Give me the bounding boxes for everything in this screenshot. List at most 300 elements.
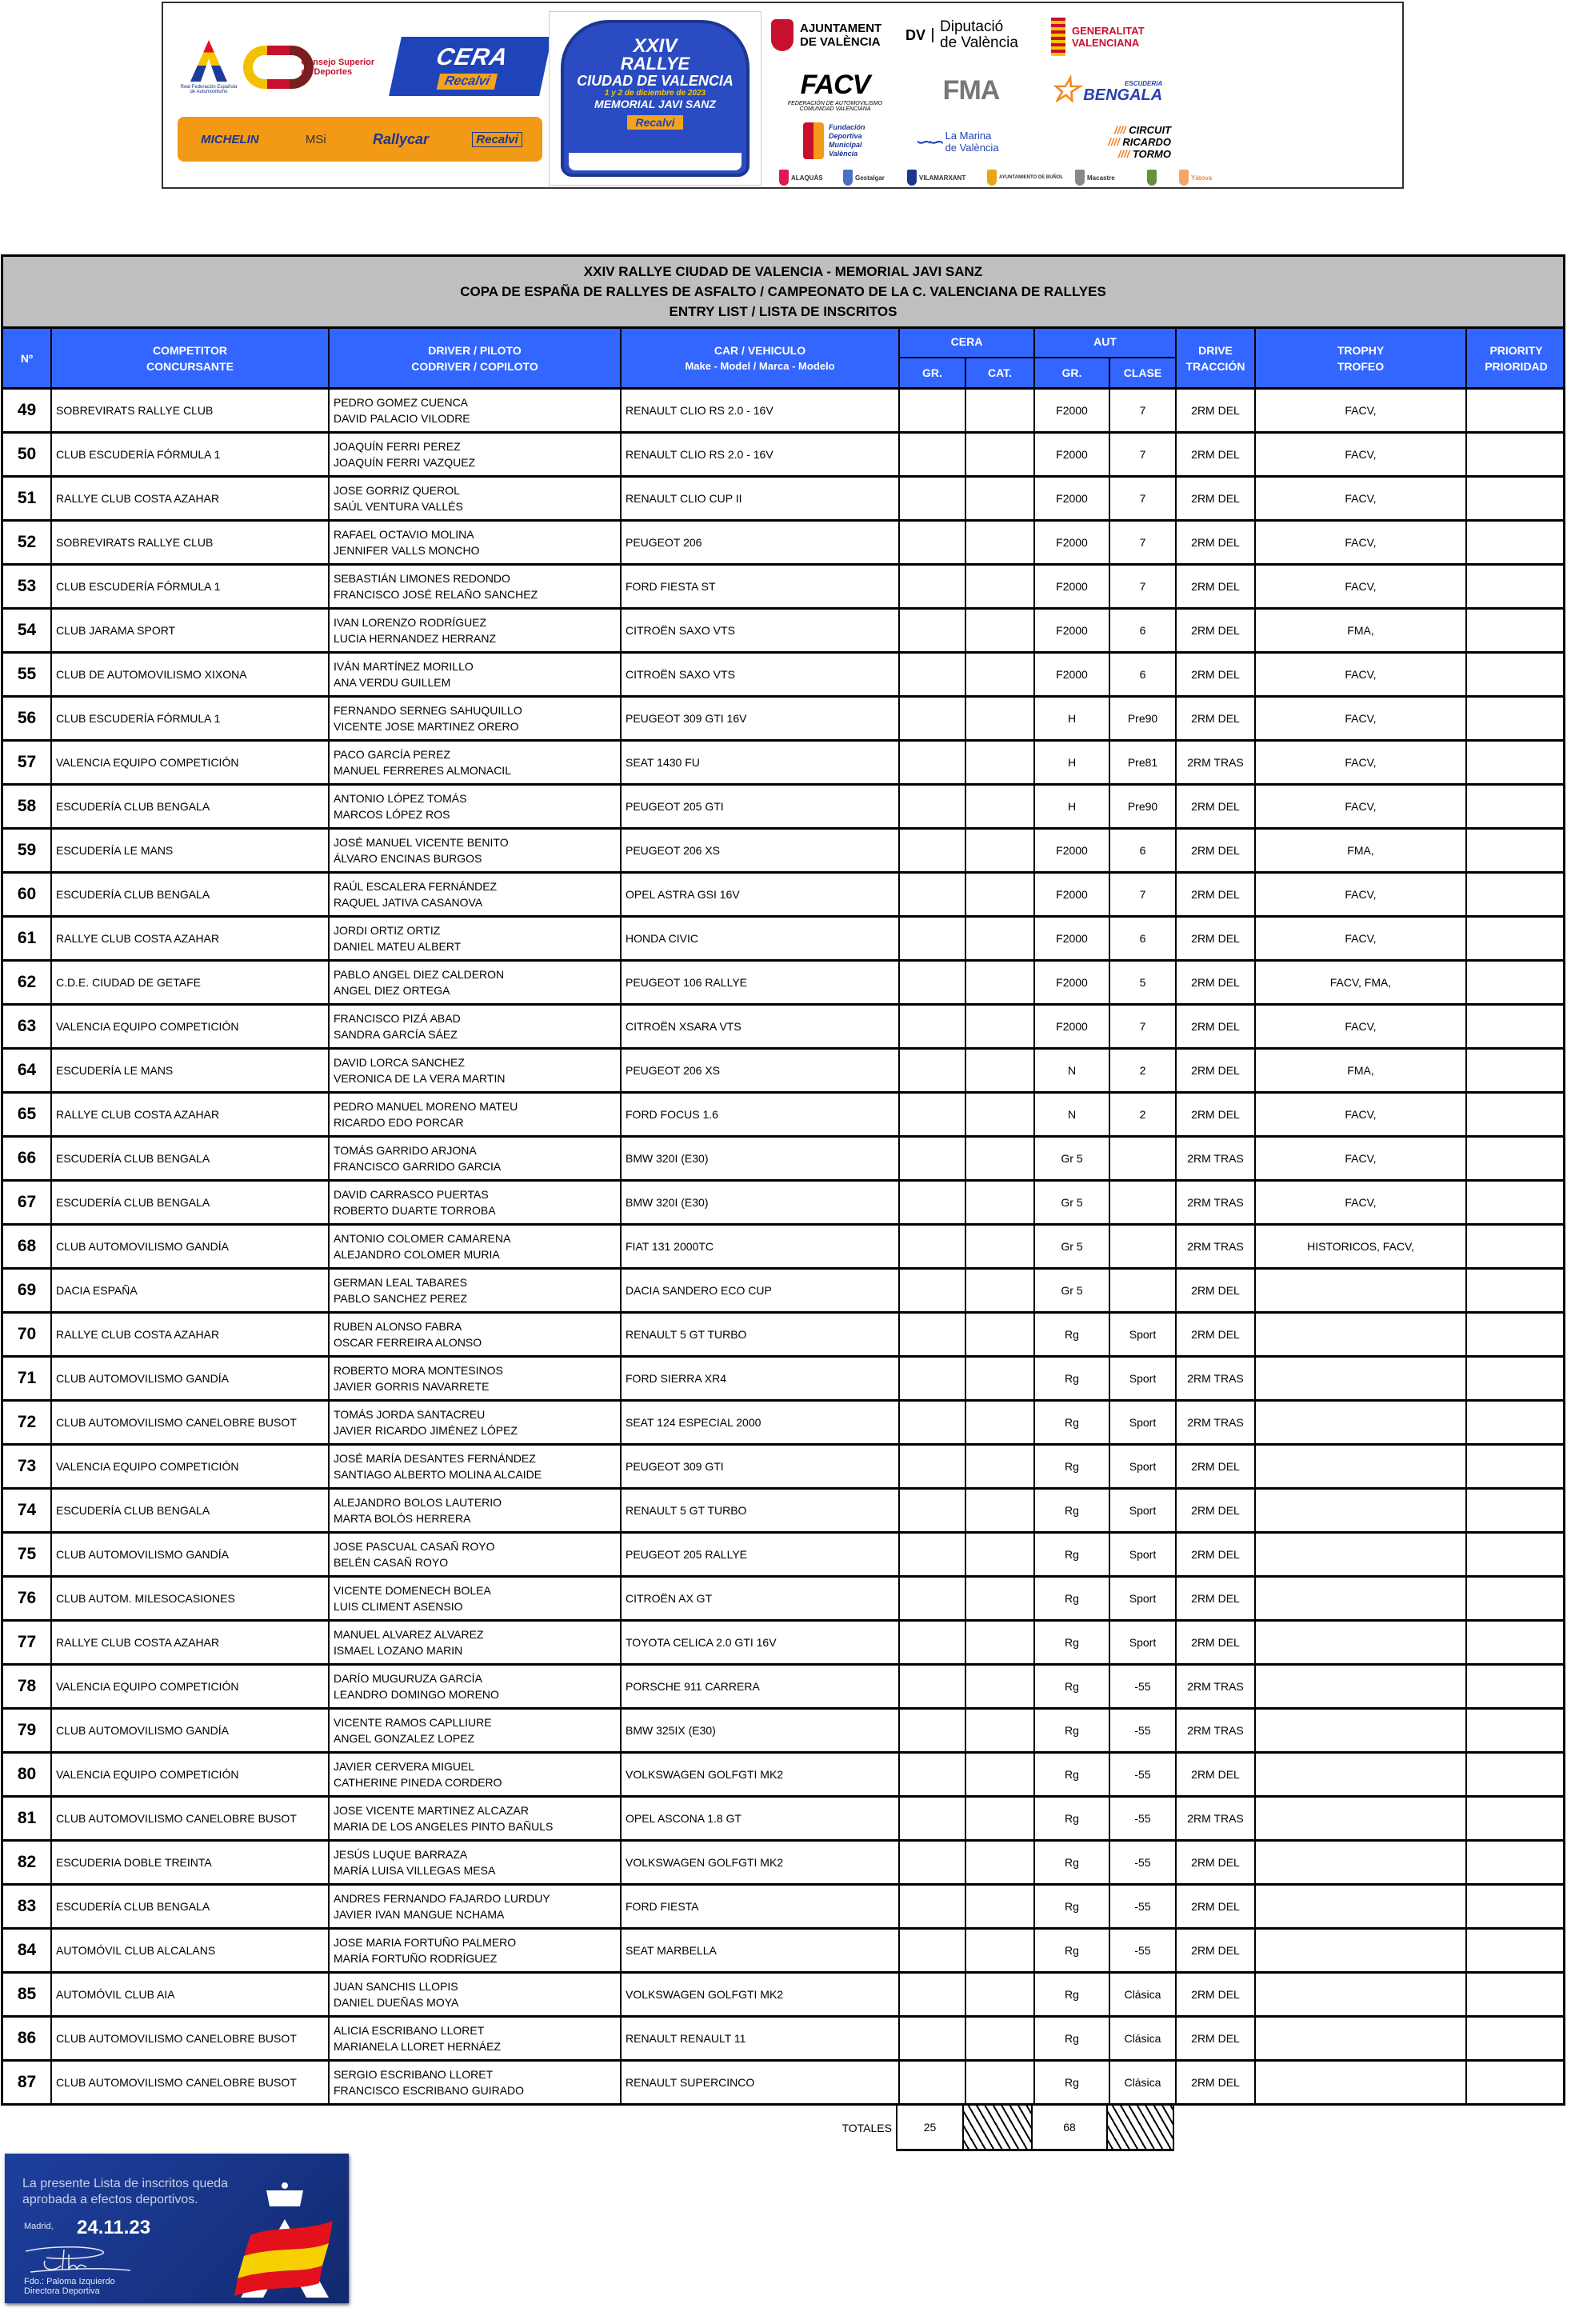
rfea-crown-logo-icon — [233, 2179, 337, 2299]
entry-number: 60 — [3, 874, 52, 915]
entry-aut-clase: Sport — [1110, 1446, 1177, 1487]
plate-sponsor: Recalvi — [627, 115, 682, 130]
entry-aut-clase: -55 — [1110, 1798, 1177, 1839]
entry-drive: 2RM TRAS — [1177, 1402, 1256, 1443]
entry-driver: JOAQUÍN FERRI PEREZ — [334, 440, 461, 453]
table-row — [3, 390, 1563, 434]
entry-number: 67 — [3, 1182, 52, 1223]
entry-number: 62 — [3, 962, 52, 1003]
entry-number: 86 — [3, 2018, 52, 2059]
entry-driver: ANTONIO LÓPEZ TOMÁS — [334, 792, 467, 805]
entry-cera-gr — [900, 1226, 966, 1267]
entry-priority — [1467, 1270, 1563, 1311]
entry-competitor: ESCUDERÍA LE MANS — [52, 830, 330, 871]
entry-competitor: ESCUDERÍA CLUB BENGALA — [52, 1138, 330, 1179]
entry-number: 87 — [3, 2062, 52, 2103]
entry-crew — [330, 566, 622, 607]
entry-drive: 2RM DEL — [1177, 1930, 1256, 1971]
entry-aut-gr: F2000 — [1035, 522, 1110, 563]
entry-trophy: FACV, FMA, — [1256, 962, 1467, 1003]
table-row — [3, 522, 1563, 566]
entry-crew — [330, 390, 622, 431]
entry-crew — [330, 1534, 622, 1575]
entry-priority — [1467, 1050, 1563, 1091]
entry-drive: 2RM TRAS — [1177, 1666, 1256, 1707]
fdm-line1: Fundación — [829, 123, 865, 131]
entry-car: PEUGEOT 309 GTI 16V — [622, 698, 900, 739]
entry-cera-gr — [900, 1798, 966, 1839]
entry-car: CITROËN SAXO VTS — [622, 610, 900, 651]
table-row — [3, 566, 1563, 610]
entry-aut-clase: Pre90 — [1110, 698, 1177, 739]
entry-competitor: C.D.E. CIUDAD DE GETAFE — [52, 962, 330, 1003]
entry-number: 59 — [3, 830, 52, 871]
entry-aut-gr: Rg — [1035, 1446, 1110, 1487]
col-header-trophy: TROPHY TROFEO — [1256, 329, 1467, 387]
entry-drive: 2RM DEL — [1177, 1842, 1256, 1883]
table-row — [3, 918, 1563, 962]
entry-trophy — [1256, 1974, 1467, 2015]
entry-crew — [330, 434, 622, 475]
entry-crew — [330, 2062, 622, 2103]
entry-cera-gr — [900, 1534, 966, 1575]
entry-aut-clase: Sport — [1110, 1534, 1177, 1575]
entry-competitor: ESCUDERÍA CLUB BENGALA — [52, 786, 330, 827]
totals-aut-gr: 68 — [1033, 2106, 1108, 2151]
entry-number: 64 — [3, 1050, 52, 1091]
entry-priority — [1467, 1094, 1563, 1135]
table-title-block — [1, 254, 1565, 329]
table-row — [3, 1314, 1563, 1358]
entry-priority — [1467, 1314, 1563, 1355]
ajuntament-crest-icon — [771, 19, 793, 51]
entry-car: RENAULT 5 GT TURBO — [622, 1314, 900, 1355]
entry-car: PEUGEOT 309 GTI — [622, 1446, 900, 1487]
entry-priority — [1467, 1402, 1563, 1443]
entry-drive: 2RM DEL — [1177, 1050, 1256, 1091]
entry-crew — [330, 2018, 622, 2059]
entry-number: 66 — [3, 1138, 52, 1179]
entry-aut-clase: Clásica — [1110, 1974, 1177, 2015]
entry-driver: VICENTE RAMOS CAPLLIURE — [334, 1716, 492, 1729]
entry-crew — [330, 1842, 622, 1883]
entry-aut-clase — [1110, 1270, 1177, 1311]
circuit-line2: //// RICARDO — [1108, 136, 1171, 148]
entry-cera-cat — [966, 918, 1035, 959]
entry-trophy: FACV, — [1256, 478, 1467, 519]
bengala-escuderia: ESCUDERIA — [1125, 80, 1163, 87]
table-row — [3, 1622, 1563, 1666]
entry-cera-gr — [900, 1270, 966, 1311]
entry-trophy — [1256, 1358, 1467, 1399]
entry-codriver: MARÍA FORTUÑO RODRÍGUEZ — [334, 1952, 498, 1965]
entry-drive: 2RM DEL — [1177, 962, 1256, 1003]
entry-cera-cat — [966, 1094, 1035, 1135]
entry-cera-cat — [966, 1226, 1035, 1267]
entry-cera-gr — [900, 1094, 966, 1135]
entry-drive: 2RM TRAS — [1177, 1226, 1256, 1267]
entry-priority — [1467, 2018, 1563, 2059]
entry-drive: 2RM DEL — [1177, 1094, 1256, 1135]
entry-aut-clase: Sport — [1110, 1358, 1177, 1399]
entry-cera-gr — [900, 434, 966, 475]
entry-codriver: BELÉN CASAÑ ROYO — [334, 1556, 449, 1569]
col-header-number: Nº — [3, 329, 52, 387]
entry-drive: 2RM DEL — [1177, 1974, 1256, 2015]
entry-competitor: VALENCIA EQUIPO COMPETICIÓN — [52, 1666, 330, 1707]
entry-priority — [1467, 1930, 1563, 1971]
entry-competitor: CLUB AUTOMOVILISMO GANDÍA — [52, 1358, 330, 1399]
table-row — [3, 434, 1563, 478]
entry-priority — [1467, 654, 1563, 695]
facv-subtitle: FEDERACIÓN DE AUTOMOVILISMO COMUNIDAD VALENCIANA — [787, 100, 883, 112]
entry-aut-gr: Gr 5 — [1035, 1270, 1110, 1311]
entry-priority — [1467, 1446, 1563, 1487]
entry-competitor: CLUB AUTOMOVILISMO CANELOBRE BUSOT — [52, 2062, 330, 2103]
entry-cera-cat — [966, 1666, 1035, 1707]
approval-city: Madrid, — [24, 2222, 54, 2231]
entry-competitor: CLUB AUTOMOVILISMO GANDÍA — [52, 1226, 330, 1267]
entry-cera-gr — [900, 654, 966, 695]
entry-number: 52 — [3, 522, 52, 563]
entry-driver: JAVIER CERVERA MIGUEL — [334, 1760, 475, 1773]
entry-car: RENAULT SUPERCINCO — [622, 2062, 900, 2103]
generalitat-crest-icon — [1051, 18, 1065, 56]
entry-competitor: ESCUDERÍA LE MANS — [52, 1050, 330, 1091]
entry-number: 70 — [3, 1314, 52, 1355]
entry-driver: IVAN LORENZO RODRÍGUEZ — [334, 616, 487, 629]
entry-number: 57 — [3, 742, 52, 783]
entry-competitor: RALLYE CLUB COSTA AZAHAR — [52, 918, 330, 959]
entry-competitor: CLUB AUTOMOVILISMO GANDÍA — [52, 1710, 330, 1751]
col-header-competitor: COMPETITOR CONCURSANTE — [52, 329, 330, 387]
sponsors-strip — [178, 117, 542, 162]
entry-cera-cat — [966, 478, 1035, 519]
entry-aut-clase: 7 — [1110, 390, 1177, 431]
entry-trophy — [1256, 1402, 1467, 1443]
entry-cera-cat — [966, 610, 1035, 651]
entry-trophy — [1256, 1666, 1467, 1707]
entry-aut-clase: 6 — [1110, 918, 1177, 959]
entry-trophy: FACV, — [1256, 1006, 1467, 1047]
fdm-emblem-icon — [803, 122, 824, 159]
entry-aut-gr: H — [1035, 698, 1110, 739]
entry-trophy — [1256, 1710, 1467, 1751]
approval-date: 24.11.23 — [77, 2217, 151, 2238]
entry-aut-clase: 7 — [1110, 522, 1177, 563]
championship-title: COPA DE ESPAÑA DE RALLYES DE ASFALTO / CAMPEONATO DE LA C. VALENCIANA DE RALLYES — [460, 283, 1106, 299]
entry-crew — [330, 610, 622, 651]
entry-crew — [330, 830, 622, 871]
entry-trophy: FACV, — [1256, 1094, 1467, 1135]
entry-competitor: RALLYE CLUB COSTA AZAHAR — [52, 1094, 330, 1135]
entry-priority — [1467, 610, 1563, 651]
generalitat-valenciana-logo — [1051, 11, 1179, 62]
entry-car: RENAULT RENAULT 11 — [622, 2018, 900, 2059]
entry-crew — [330, 1006, 622, 1047]
entry-drive: 2RM DEL — [1177, 1314, 1256, 1355]
entry-aut-gr: Rg — [1035, 1666, 1110, 1707]
entry-cera-gr — [900, 1006, 966, 1047]
entry-drive: 2RM DEL — [1177, 2018, 1256, 2059]
entry-priority — [1467, 1754, 1563, 1795]
entry-number: 56 — [3, 698, 52, 739]
col-header-cera: CERA — [900, 329, 1035, 358]
entry-car: RENAULT CLIO CUP II — [622, 478, 900, 519]
entry-codriver: RAQUEL JATIVA CASANOVA — [334, 896, 483, 909]
entry-cera-gr — [900, 1490, 966, 1531]
entry-aut-gr: F2000 — [1035, 654, 1110, 695]
entry-trophy — [1256, 1314, 1467, 1355]
entry-aut-clase: Pre81 — [1110, 742, 1177, 783]
entry-driver: ANTONIO COLOMER CAMARENA — [334, 1232, 511, 1245]
entry-number: 81 — [3, 1798, 52, 1839]
entry-cera-cat — [966, 1270, 1035, 1311]
entry-codriver: ISMAEL LOZANO MARIN — [334, 1644, 463, 1657]
vilamarxant-logo — [907, 168, 965, 187]
entry-priority — [1467, 742, 1563, 783]
entry-aut-clase: 7 — [1110, 434, 1177, 475]
plate-city: CIUDAD DE VALENCIA — [577, 73, 734, 89]
entry-codriver: FRANCISCO ESCRIBANO GUIRADO — [334, 2084, 525, 2097]
entry-competitor: AUTOMÓVIL CLUB ALCALANS — [52, 1930, 330, 1971]
macastre-logo — [1075, 168, 1115, 187]
entry-cera-gr — [900, 1710, 966, 1751]
entry-codriver: PABLO SANCHEZ PEREZ — [334, 1292, 468, 1305]
entry-number: 85 — [3, 1974, 52, 2015]
entry-codriver: JAVIER IVAN MANGUE NCHAMA — [334, 1908, 505, 1921]
entry-cera-gr — [900, 1754, 966, 1795]
entry-cera-cat — [966, 522, 1035, 563]
csd-logo — [243, 39, 387, 95]
entry-cera-cat — [966, 1402, 1035, 1443]
signer-role: Directora Deportiva — [24, 2286, 100, 2296]
entry-codriver: MARCOS LÓPEZ ROS — [334, 808, 450, 821]
entry-cera-cat — [966, 1842, 1035, 1883]
entry-aut-gr: H — [1035, 786, 1110, 827]
entry-aut-gr: Gr 5 — [1035, 1182, 1110, 1223]
entry-priority — [1467, 2062, 1563, 2103]
entry-priority — [1467, 1226, 1563, 1267]
entry-priority — [1467, 1666, 1563, 1707]
entry-driver: FERNANDO SERNEG SAHUQUILLO — [334, 704, 522, 717]
table-row — [3, 1402, 1563, 1446]
entry-car: RENAULT CLIO RS 2.0 - 16V — [622, 434, 900, 475]
entry-crew — [330, 1974, 622, 2015]
circuit-line3: //// TORMO — [1118, 148, 1171, 160]
entry-crew — [330, 1182, 622, 1223]
plate-institutions-strip — [569, 153, 742, 170]
entry-competitor: RALLYE CLUB COSTA AZAHAR — [52, 1314, 330, 1355]
entry-aut-clase: 6 — [1110, 830, 1177, 871]
entry-trophy: FACV, — [1256, 566, 1467, 607]
town-crest-icon — [907, 170, 917, 186]
table-row — [3, 1578, 1563, 1622]
table-row — [3, 698, 1563, 742]
entry-codriver: DANIEL MATEU ALBERT — [334, 940, 462, 953]
totals-cera-cat-hatched — [964, 2106, 1033, 2151]
entry-driver: JOSE VICENTE MARTINEZ ALCAZAR — [334, 1804, 530, 1817]
entry-driver: FRANCISCO PIZÁ ABAD — [334, 1012, 461, 1025]
entry-driver: SEBASTIÁN LIMONES REDONDO — [334, 572, 510, 585]
entry-driver: DAVID CARRASCO PUERTAS — [334, 1188, 489, 1201]
cera-sponsor-text: Recalvi — [437, 74, 498, 90]
totals-cera-gr: 25 — [896, 2106, 964, 2151]
entry-aut-clase: 7 — [1110, 566, 1177, 607]
entry-aut-gr: Rg — [1035, 2062, 1110, 2103]
entry-codriver: ANA VERDU GUILLEM — [334, 676, 451, 689]
entry-drive: 2RM DEL — [1177, 1534, 1256, 1575]
entry-aut-gr: F2000 — [1035, 610, 1110, 651]
entry-competitor: CLUB ESCUDERÍA FÓRMULA 1 — [52, 698, 330, 739]
town-name: AYUNTAMIENTO DE BUÑOL — [999, 175, 1064, 180]
fma-logo — [911, 70, 1031, 110]
entry-priority — [1467, 522, 1563, 563]
table-row — [3, 1050, 1563, 1094]
entry-trophy — [1256, 1842, 1467, 1883]
entry-car: DACIA SANDERO ECO CUP — [622, 1270, 900, 1311]
entry-priority — [1467, 962, 1563, 1003]
entry-cera-gr — [900, 390, 966, 431]
entry-driver: SERGIO ESCRIBANO LLORET — [334, 2068, 494, 2081]
rally-plate-badge — [561, 20, 750, 177]
entry-cera-gr — [900, 918, 966, 959]
entry-aut-clase: -55 — [1110, 1930, 1177, 1971]
generalitat-line2: VALENCIANA — [1072, 37, 1140, 49]
generalitat-line1: GENERALITAT — [1072, 25, 1145, 37]
gestalgar-logo — [843, 168, 885, 187]
entry-aut-gr: F2000 — [1035, 390, 1110, 431]
entry-aut-clase: Sport — [1110, 1402, 1177, 1443]
entry-car: TOYOTA CELICA 2.0 GTI 16V — [622, 1622, 900, 1663]
entry-driver: JUAN SANCHIS LLOPIS — [334, 1980, 458, 1993]
entry-trophy — [1256, 1446, 1467, 1487]
entry-aut-clase: -55 — [1110, 1666, 1177, 1707]
entry-aut-clase: 7 — [1110, 478, 1177, 519]
entry-driver: MANUEL ALVAREZ ALVAREZ — [334, 1628, 484, 1641]
entry-cera-cat — [966, 1490, 1035, 1531]
entry-codriver: FRANCISCO JOSÉ RELAÑO SANCHEZ — [334, 588, 538, 601]
town-crest-icon — [1179, 170, 1189, 186]
entry-car: OPEL ASCONA 1.8 GT — [622, 1798, 900, 1839]
rfea-logo-text: Real Federación Española de Automovilismo — [180, 85, 238, 94]
town-name: VILAMARXANT — [919, 174, 966, 182]
entry-trophy: FMA, — [1256, 610, 1467, 651]
entry-cera-gr — [900, 1358, 966, 1399]
entry-car: FORD FIESTA ST — [622, 566, 900, 607]
entry-driver: GERMAN LEAL TABARES — [334, 1276, 468, 1289]
entry-aut-gr: Gr 5 — [1035, 1226, 1110, 1267]
entry-crew — [330, 478, 622, 519]
entry-cera-cat — [966, 566, 1035, 607]
entry-crew — [330, 1886, 622, 1927]
entry-codriver: JAVIER RICARDO JIMÉNEZ LÓPEZ — [334, 1424, 518, 1437]
entry-aut-gr: Rg — [1035, 1930, 1110, 1971]
circuit-ricardo-tormo-logo — [1051, 120, 1171, 163]
entry-cera-gr — [900, 1886, 966, 1927]
entry-trophy: FMA, — [1256, 830, 1467, 871]
col-header-driver: DRIVER / PILOTO CODRIVER / COPILOTO — [330, 329, 622, 387]
entry-cera-cat — [966, 1754, 1035, 1795]
entry-car: FORD SIERRA XR4 — [622, 1358, 900, 1399]
entry-aut-clase: Sport — [1110, 1490, 1177, 1531]
entry-codriver: MARIANELA LLORET HERNÁEZ — [334, 2040, 502, 2053]
entry-driver: IVÁN MARTÍNEZ MORILLO — [334, 660, 474, 673]
entry-aut-gr: Rg — [1035, 1314, 1110, 1355]
entry-trophy: FACV, — [1256, 786, 1467, 827]
yatova-logo — [1179, 168, 1212, 187]
entry-competitor: AUTOMÓVIL CLUB AIA — [52, 1974, 330, 2015]
entry-competitor: CLUB AUTOMOVILISMO GANDÍA — [52, 1534, 330, 1575]
entry-cera-gr — [900, 1182, 966, 1223]
table-header-row — [1, 329, 1565, 390]
entry-aut-gr: N — [1035, 1050, 1110, 1091]
entry-number: 74 — [3, 1490, 52, 1531]
entry-crew — [330, 1490, 622, 1531]
entry-priority — [1467, 874, 1563, 915]
entry-cera-cat — [966, 1622, 1035, 1663]
entry-crew — [330, 742, 622, 783]
entry-trophy — [1256, 1270, 1467, 1311]
entry-list-title: ENTRY LIST / LISTA DE INSCRITOS — [669, 303, 897, 319]
entry-number: 83 — [3, 1886, 52, 1927]
table-row — [3, 478, 1563, 522]
entry-competitor: ESCUDERÍA CLUB BENGALA — [52, 1490, 330, 1531]
entry-priority — [1467, 1974, 1563, 2015]
table-row — [3, 1094, 1563, 1138]
rfea-emblem-icon — [190, 40, 227, 82]
entry-drive: 2RM DEL — [1177, 390, 1256, 431]
ajuntament-line2: DE VALÈNCIA — [800, 35, 881, 49]
entry-drive: 2RM DEL — [1177, 874, 1256, 915]
entry-aut-gr: Rg — [1035, 1974, 1110, 2015]
bengala-logo-text: BENGALA — [1083, 86, 1163, 104]
entry-codriver: LEANDRO DOMINGO MORENO — [334, 1688, 499, 1701]
table-row — [3, 1666, 1563, 1710]
msi-logo: MSi — [305, 132, 326, 146]
entry-number: 79 — [3, 1710, 52, 1751]
col-header-cera-cat: CAT. — [966, 358, 1035, 387]
entry-driver: JOSE GORRIZ QUEROL — [334, 484, 460, 497]
entry-cera-cat — [966, 962, 1035, 1003]
entry-car: PEUGEOT 206 XS — [622, 830, 900, 871]
entry-competitor: ESCUDERÍA CLUB BENGALA — [52, 1182, 330, 1223]
entry-trophy — [1256, 1754, 1467, 1795]
entry-codriver: MARIA DE LOS ANGELES PINTO BAÑULS — [334, 1820, 554, 1833]
entry-crew — [330, 1094, 622, 1135]
entry-cera-cat — [966, 1886, 1035, 1927]
entry-drive: 2RM DEL — [1177, 698, 1256, 739]
table-row — [3, 962, 1563, 1006]
entry-number: 68 — [3, 1226, 52, 1267]
entry-cera-gr — [900, 698, 966, 739]
entry-drive: 2RM DEL — [1177, 610, 1256, 651]
entry-aut-clase: 5 — [1110, 962, 1177, 1003]
approval-signer — [24, 2277, 115, 2296]
entry-cera-gr — [900, 1314, 966, 1355]
diputacio-valencia-logo — [905, 13, 1041, 58]
entry-priority — [1467, 390, 1563, 431]
entry-aut-clase: Sport — [1110, 1578, 1177, 1619]
entry-crew — [330, 1446, 622, 1487]
entry-crew — [330, 522, 622, 563]
town-name: Gestalgar — [855, 174, 885, 182]
entry-cera-cat — [966, 1798, 1035, 1839]
entry-competitor: ESCUDERÍA CLUB BENGALA — [52, 874, 330, 915]
entry-cera-gr — [900, 2018, 966, 2059]
entry-car: SEAT 124 ESPECIAL 2000 — [622, 1402, 900, 1443]
entry-aut-clase: 6 — [1110, 654, 1177, 695]
